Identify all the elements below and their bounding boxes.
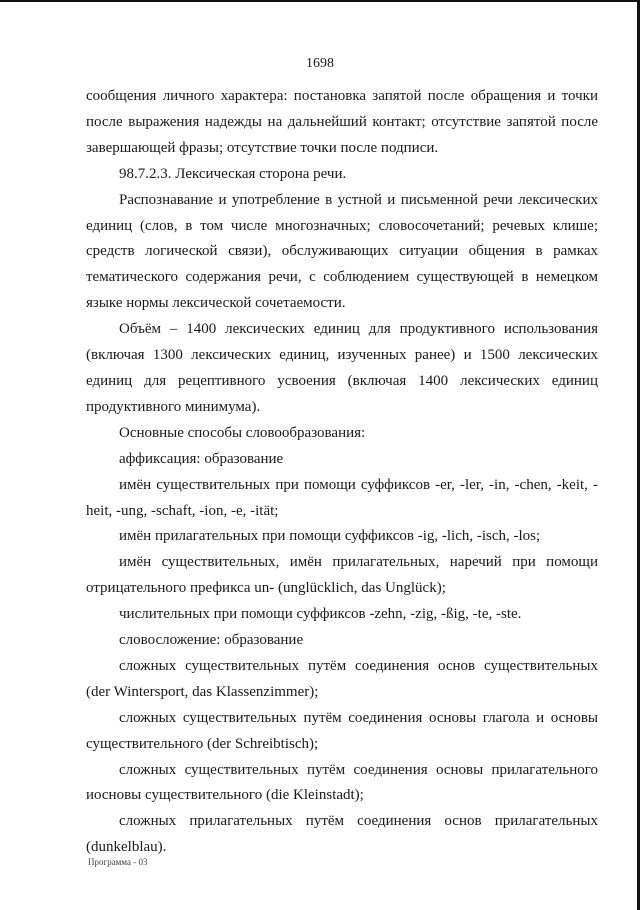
paragraph: имён прилагательных при помощи суффиксов -ig, -lich, -isch, -los;: [119, 528, 541, 545]
page-footer: Программа - 03: [88, 857, 148, 867]
paragraph: Объём – 1400 лексических единиц для продуктивного использования (включая 1300 лексических единиц, изученных ранее) и 1500 лексических единиц для рецептивного усвоения (включая 1400 лексических единиц продуктивного минимума).: [86, 321, 598, 415]
paragraph: словосложение: образование: [119, 632, 304, 649]
paragraph: числительных при помощи суффиксов -zehn, -zig, -ßig, -te, -ste.: [119, 606, 522, 623]
section-heading: 98.7.2.3. Лексическая сторона речи.: [119, 165, 347, 182]
paragraph: сложных существительных путём соединения основы прилагательного иосновы существительного (die Kleinstadt);: [86, 761, 598, 804]
paragraph: аффиксация: образование: [119, 450, 284, 467]
paragraph: сложных прилагательных путём соединения основ прилагательных (dunkelblau).: [86, 813, 598, 856]
paragraph: сложных существительных путём соединения основы глагола и основы существительного (der Schreibtisch);: [86, 709, 598, 752]
paragraph: Основные способы словообразования:: [119, 424, 366, 441]
body-text: [86, 84, 598, 861]
paragraph: имён существительных, имён прилагательных, наречий при помощи отрицательного префикса un- (unglücklich, das Unglück);: [86, 554, 598, 597]
paragraph: Распознавание и употребление в устной и письменной речи лексических единиц (слов, в том числе многозначных; словосочетаний; речевых клише; средств логической связи), обслуживающих ситуации общения в рамках тематического содержания речи, с соблюдением существующей в немецком языке нормы лексической сочетаемости.: [86, 191, 598, 312]
scan-border-top: [0, 0, 640, 2]
paragraph: имён существительных при помощи суффиксов -er, -ler, -in, -chen, -keit, -heit, -ung, -schaft, -ion, -e, -ität;: [86, 476, 598, 519]
paragraph: сообщения личного характера: постановка запятой после обращения и точки после выражения надежды на дальнейший контакт; отсутствие запятой после завершающей фразы; отсутствие точки после подписи.: [86, 88, 598, 156]
page-number: 1698: [306, 56, 334, 71]
paragraph: сложных существительных путём соединения основ существительных (der Wintersport, das Klassenzimmer);: [86, 657, 598, 700]
